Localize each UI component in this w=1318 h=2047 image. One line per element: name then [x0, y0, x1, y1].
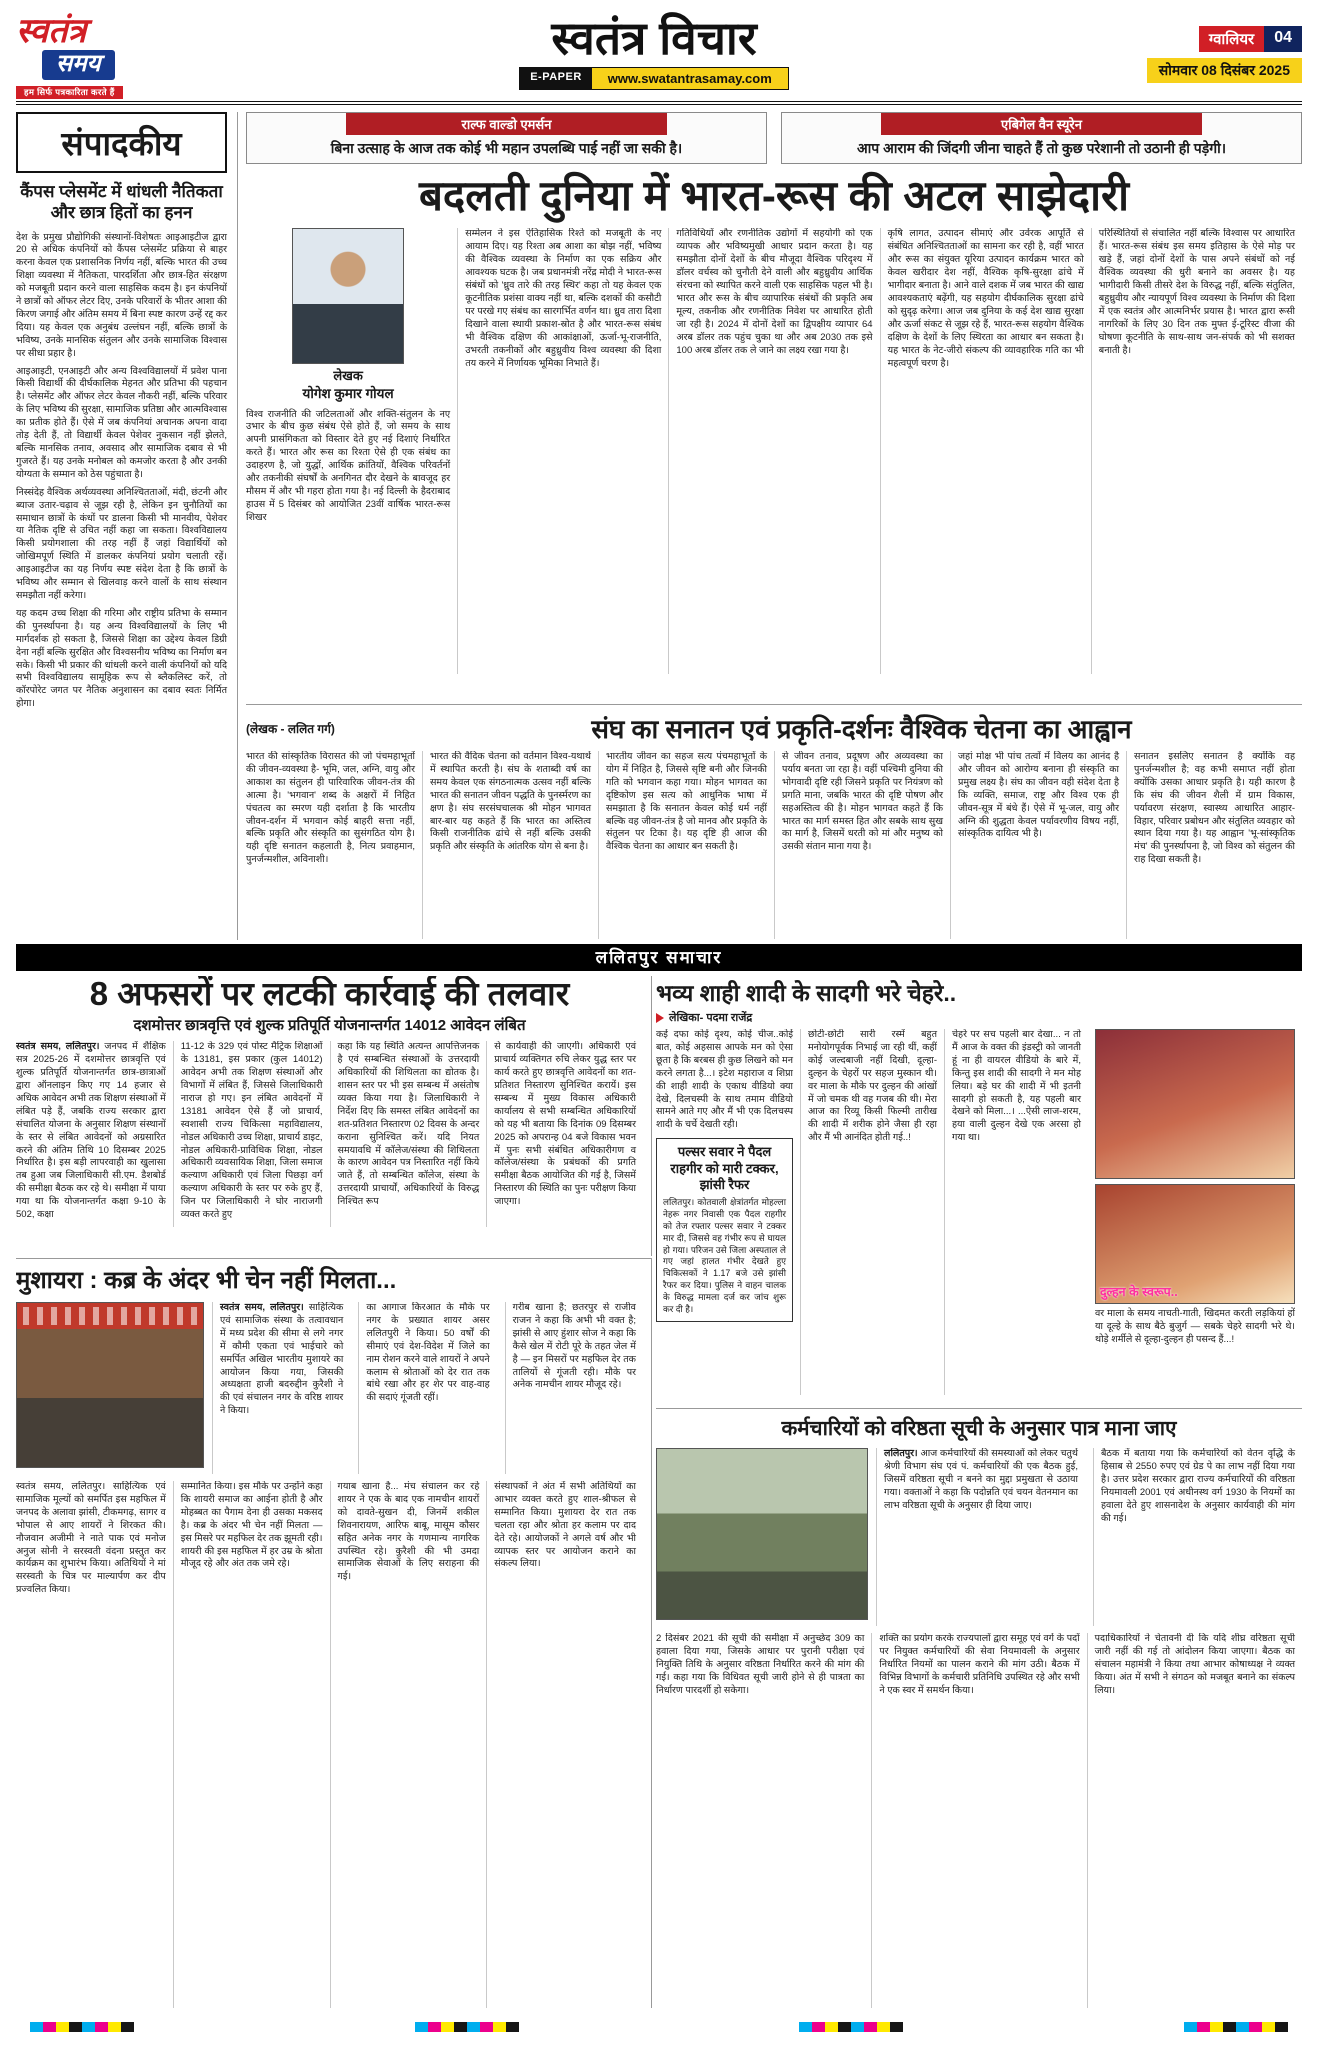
employees-text: बैठक में बताया गया कि कर्मचारियों को वेतन वृद्धि के हिसाब से 2550 रुपए एवं ग्रेड पे का लाभ नहीं दिया गया है। उत्तर प्रदेश सरकार द्वारा राज्य कर्मचारियों की वरिष्ठता नियमावली 2001 एवं अधीनस्थ वर्ग 1930 के नियमों का हवाला देते हुए शासनादेश के अनुसार कार्यवाही की मांग की गई। [1101, 1448, 1295, 1524]
lead-article-column [668, 228, 879, 674]
sangh-article-header [246, 710, 1302, 746]
lead-article-text: परिस्थितियों से संचालित नहीं बल्कि विश्वास पर आधारित हैं। भारत-रूस संबंध इस समय इतिहास के ऐसे मोड़ पर खड़े हैं, जहां दोनों देशों के पास अपने संबंधों को नई वैश्विक व्यवस्था की धुरी बनाने का अवसर है। यह भागीदारी किसी तीसरे देश के विरुद्ध नहीं, बल्कि संतुलित, बहुध्रुवीय और न्यायपूर्ण विश्व व्यवस्था के निर्माण की दिशा में एक स्वतंत्र और आत्मनिर्भर प्रयास है। भारत द्वारा रूसी नागरिकों के लिए 30 दिन तक मुफ्त ई-टूरिस्ट वीजा की घोषणा कूटनीति के साथ-साथ जन-संपर्क को भी सशक्त बनाती है। [1098, 228, 1295, 356]
lead-article-text: सम्मेलन ने इस ऐतिहासिक रिश्ते को मजबूती के नए आयाम दिए। यह रिश्ता अब आशा का बोझ नहीं, भविष्य की वैश्विक व्यवस्था के निर्माण का एक सक्रिय और आवश्यक घटक है। जब प्रधानमंत्री नरेंद्र मोदी ने भारत-रूस संबंधों को 'ध्रुव तारे की तरह स्थिर' कहा तो यह केवल एक कूटनीतिक प्रशंसा वाक्य नहीं था, बल्कि दशकों की कसौटी पर परखे गए संबंध का सारगर्भित वर्णन था। ध्रुव तारा दिशा दिखाने वाला स्थायी प्रकाश-स्रोत है और भारत-रूस संबंध भी वैश्विक दक्षिण की आकांक्षाओं, ऊर्जा-भू-राजनीति, उभरती तकनीकों और बहुध्रुवीय विश्व व्यवस्था की दिशा तय करने में निर्णायक भूमिका निभाते हैं। [465, 228, 662, 369]
wedding-text: छोटी-छोटी सारी रस्में बहुत मनोयोगपूर्वक निभाई जा रही थीं, कहीं कोई जल्दबाजी नहीं दिखी, दूल्हा-दुल्हन के चेहरों पर सहज मुस्कान थी। वर माला के मौके पर दुल्हन की आंखों में जो चमक थी वह गजब की थी। मेरा आज का रिव्यू किसी फिल्मी तारीख की शादी में शरीक होने जैसा ही रहा और मैं भी आनंदित होती गई..! [808, 1029, 937, 1144]
accident-body: ललितपुर। कोतवाली क्षेत्रांतर्गत मोहल्ला नेहरू नगर निवासी एक पैदल राहगीर को तेज रफ्तार पल्सर सवार ने टक्कर मार दी, जिससे वह गंभीर रूप से घायल हो गया। परिजन उसे जिला अस्पताल ले गए जहां हालत गंभीर देखते हुए चिकित्सकों ने 1.17 बजे उसे झांसी रैफर कर दिया। पुलिस ने वाहन चालक के विरुद्ध मामला दर्ज कर जांच शुरू कर दी है। [663, 1197, 786, 1314]
officers-column [173, 1041, 330, 1227]
officers-column [16, 1041, 173, 1227]
editorial-paragraph: निस्संदेह वैश्विक अर्थव्यवस्था अनिश्चितताओं, मंदी, छंटनी और ब्याज उतार-चढ़ाव से जूझ रही है, लेकिन इन चुनौतियों का समाधान छात्रों के कंधों पर डालना किसी भी मानवीय, पेशेवर या नैतिक दृष्टि से उचित नहीं कहा जा सकता। विश्वविद्यालय किसी प्रयोगशाला की तरह नहीं हैं जहां विद्यार्थियों को जोखिमपूर्ण स्थिति में डालकर कंपनियां प्रयोग चलाती रहें। आइआइटीज का यह निर्णय स्पष्ट संदेश देता है कि छात्रों के भविष्य और सम्मान से खिलवाड़ करने वालों के साथ संस्थान समझौता नहीं करेगा। [16, 486, 227, 601]
wedding-column [800, 1029, 944, 1395]
officers-body [16, 1041, 643, 1227]
officers-text: से कार्यवाही की जाएगी। अधिकारी एवं प्राचार्य व्यक्तिगत रुचि लेकर युद्ध स्तर पर कार्य करते हुए छात्रवृत्ति आवेदनों का शत-प्रतिशत निस्तारण सुनिश्चित करायें। इस सम्बन्ध में मुख्य विकास अधिकारी कार्यालय से सभी सम्बन्धित अधिकारियों को यह भी बताया कि दिनांक 09 दिसम्बर 2025 को अपरान्ह 04 बजे विकास भवन में पुनः सभी संबंधित अधिकारीगण व कॉलेज/संस्था के प्रबंधकों की प्रगति समीक्षा बैठक आयोजित की गई है, जिसमें निस्तारण की स्थिति का पुनः परीक्षण किया जाएगा। [494, 1041, 636, 1208]
quote-box-left [246, 112, 767, 164]
epaper-bar [519, 67, 789, 90]
mushaira-headline: मुशायरा : कब्र के अंदर भी चेन नहीं मिलता... [16, 1267, 397, 1294]
byline-arrow-icon [656, 1013, 664, 1023]
mushaira-text: सम्मानित किया। इस मौके पर उन्होंने कहा कि शायरी समाज का आईना होती है और मोहब्बत का पैगाम देना ही उसका मकसद है। कब्र के अंदर भी चेन नहीं मिलता — इस मिसरे पर महफिल देर तक झूमती रही। शायरी की इस महफिल में हर उम्र के श्रोता मौजूद रहे और अंत तक जमे रहे। [180, 1481, 323, 1570]
employees-column [1093, 1448, 1302, 1626]
masthead [16, 10, 1302, 98]
author-label: लेखक [333, 368, 363, 384]
officers-text: 11-12 के 329 एवं पोस्ट मैट्रिक शिक्षाओं के 13181, इस प्रकार (कुल 14012) आवेदन अभी तक शिक्षण संस्थाओं और विभागों में लंबित हैं, जिससे जिलाधिकारी नाराज हो गए। इन लंबित आवेदनों में 13181 आवेदन ऐसे हैं जो प्राचार्य, स्वशासी राज्य चिकित्सा महाविद्यालय, नोडल अधिकारी उच्च शिक्षा, प्राचार्य डाइट, नोडल अधिकारी-प्राविधिक शिक्षा, नोडल अधिकारी व्यवसायिक शिक्षा, जिला समाज कल्याण अधिकारी एवं जिला पिछड़ा वर्ग कल्याण अधिकारी के स्तर पर रुके हुए हैं, जिन पर जिलाधिकारी ने घोर नाराजगी व्यक्त करते हुए [180, 1041, 323, 1221]
quote-box-right [781, 112, 1302, 164]
quote-text: आप आराम की जिंदगी जीना चाहते हैं तो कुछ परेशानी तो उठानी ही पड़ेगी। [856, 140, 1227, 156]
print-registration-marks [30, 2022, 1288, 2032]
logo-text-samay: समय [42, 50, 115, 80]
section-banner-lalitpur: ललितपुर समाचार [16, 944, 1302, 971]
employees-text: शक्ति का प्रयोग करके राज्यपालों द्वारा समूह एवं वर्ग के पदों पर नियुक्त कर्मचारियों की सेवा नियमावली के अनुसार निर्धारित नियमों का पालन कराने की मांग उठी। बैठक में विभिन्न विभागों के कर्मचारी प्रतिनिधि उपस्थित रहे और सभी ने एक स्वर में समर्थन किया। [879, 1633, 1080, 1696]
dateline: स्वतंत्र समय, ललितपुर। [16, 1041, 100, 1053]
website-url: www.swatantrasamay.com [592, 68, 788, 89]
quotes-row [246, 112, 1302, 164]
mushaira-text: का आगाज किरआत के मौके पर नगर के प्रख्यात शायर असर ललितपुरी ने किया। 50 वर्षों की सीमाएं एवं देश-विदेश में जिले का नाम रोशन करने वाले शायरों ने अपने कलाम से श्रोताओं को देर रात तक बांधे रखा और हर शेर पर वाह-वाह की सदाएं गूंजती रहीं। [366, 1302, 490, 1404]
officers-headline: 8 अफसरों पर लटकी कार्रवाई की तलवार [89, 976, 570, 1012]
sangh-headline: संघ का सनातन एवं प्रकृति-दर्शनः वैश्विक चेतना का आह्वान [591, 714, 1132, 744]
mushaira-article [16, 1258, 652, 2008]
editorial-paragraph: आइआइटी, एनआइटी और अन्य विश्वविद्यालयों में प्रवेश पाना किसी विद्यार्थी की दीर्घकालिक मेहनत और प्रतिभा की पहचान है। प्लेसमेंट और ऑफर लेटर केवल नौकरी नहीं, बल्कि परिवार के लिए भविष्य की सुरक्षा, सामाजिक प्रतिष्ठा और आत्मविश्वास का प्रतीक होते हैं। ऐसे में जब कंपनियां अचानक अपना वादा तोड़ देती हैं, तो विद्यार्थी केवल पेशेवर नुकसान नहीं झेलते, बल्कि मानसिक तनाव, अवसाद और सामाजिक दबाव से भी गुजरते हैं। यह उनके मनोबल को कमजोर करता है और उनकी योग्यता के सम्मान को ठेस पहुंचाता है। [16, 365, 227, 480]
employees-text: पदाधिकारियों ने चेतावनी दी कि यदि शीघ्र वरिष्ठता सूची जारी नहीं की गई तो आंदोलन किया जाएगा। बैठक का संचालन महामंत्री ने किया तथा आभार कोषाध्यक्ष ने व्यक्त किया। अंत में सभी ने संगठन को मजबूत बनाने का संकल्प लिया। [1094, 1633, 1295, 1696]
dateline: स्वतंत्र समय, ललितपुर। [220, 1302, 304, 1313]
registration-mark-group [415, 2022, 519, 2032]
mushaira-column [212, 1302, 350, 1474]
officers-subhead: दशमोत्तर छात्रवृत्ति एवं शुल्क प्रतिपूर्ति योजनान्तर्गत 14012 आवेदन लंबित [133, 1017, 526, 1035]
sangh-text: भारत की वैदिक चेतना को वर्तमान विश्व-यथार्थ में स्थापित करती है। संघ के शताब्दी वर्ष का समय केवल एक संगठनात्मक उत्सव नहीं बल्कि भारत की सनातन जीवन पद्धति के पुनर्स्मरण का क्षण है। संघ सरसंघचालक श्री मोहन भागवत बार-बार यह कहते हैं कि भारत का अस्तित्व किसी राजनीतिक ढांचे से नहीं बल्कि उसकी प्रकृति और संस्कृति के आंतरिक योग से बना है। [430, 751, 591, 853]
registration-mark-group [799, 2022, 903, 2032]
employees-text: आज कर्मचारियों की समस्याओं को लेकर चतुर्थ श्रेणी विभाग संघ एवं पं. कर्मचारियों की एक बैठक हुई, जिसमें वरिष्ठता सूची न बनने का मुद्दा प्रमुखता से उठाया गया। वक्ताओं ने कहा कि पदोन्नति एवं चयन वेतनमान का लाभ वरिष्ठता सूची के अनुसार ही दिया जाए। [884, 1448, 1078, 1511]
page-number: 04 [1264, 26, 1302, 52]
sangh-column [774, 751, 950, 939]
lead-headline: बदलती दुनिया में भारत-रूस की अटल साझेदारी [418, 172, 1130, 220]
sangh-byline: (लेखक - ललित गर्ग) [246, 721, 335, 736]
lead-article-column [246, 228, 457, 674]
sangh-article [246, 704, 1302, 940]
wedding-photo-caption: दुल्हन के स्वरूप.. [1100, 1285, 1178, 1299]
employees-column [1087, 1633, 1302, 2008]
edition-name: ग्वालियर [1199, 26, 1264, 52]
sangh-column [598, 751, 774, 939]
employees-column [656, 1633, 871, 2008]
mushaira-column [173, 1481, 330, 2008]
author-name: योगेश कुमार गोयल [302, 386, 394, 402]
sangh-column [246, 751, 422, 939]
mushaira-text: स्वतंत्र समय, ललितपुर। साहित्यिक एवं सामाजिक मूल्यों को समर्पित इस महफिल में जनपद के अलावा झांसी, टीकमगढ़, सागर व भोपाल से आए शायरों ने शिरकत की। नौजवान अजीमी ने नाते पाक एवं मनोज अनुज सोनी ने सरस्वती वंदना प्रस्तुत कर कार्यक्रम का शुभारंभ किया। अतिथियों ने मां सरस्वती के चित्र पर माल्यार्पण कर दीप प्रज्वलित किया। [16, 1481, 166, 1596]
accident-headline: पल्सर सवार ने पैदल राहगीर को मारी टक्कर, झांसी रैफर [670, 1144, 779, 1192]
lead-article-text: कृषि लागत, उत्पादन सीमाएं और उर्वरक आपूर्ति से संबंधित अनिश्चितताओं का सामना कर रही है, वहीं भारत और रूस का संयुक्त यूरिया उत्पादन कार्यक्रम भारत को केवल खरीदार देश नहीं, वैश्विक कृषि-सुरक्षा ढांचे में भागीदार बनाता है। आने वाले दशक में जब भारत की खाद्य आवश्यकताएं बढ़ेंगी, यह सहयोग दीर्घकालिक सुरक्षा ढांचे को सुदृढ़ करेगा। आज जब दुनिया के कई देश खाद्य सुरक्षा और ऊर्जा संकट से जूझ रहे हैं, भारत-रूस सहयोग वैश्विक दक्षिण के देशों के लिए स्थिरता का आधार बन सकता है। यह भारत के नेट-जीरो संकल्प की व्यावहारिक गति का भी महत्वपूर्ण चरण है। [887, 228, 1084, 369]
quote-author: एबिगेल वैन स्यूरेन [881, 113, 1203, 135]
employees-text: 2 दिसंबर 2021 की सूची की समीक्षा में अनुच्छेद 309 का हवाला दिया गया, जिसके आधार पर पुरानी परीक्षा एवं नियुक्ति तिथि के अनुसार वरिष्ठता निर्धारित करने की मांग की गई। कहा गया कि विधिवत सूची जारी होने से ही पात्रता का निर्धारण पारदर्शी हो सकेगा। [656, 1633, 865, 1696]
lead-article-column [457, 228, 668, 674]
employees-top-row [656, 1448, 1302, 1626]
mushaira-photo [16, 1302, 204, 1468]
wedding-text: वर माला के समय नाचती-गाती, खिदमत करती लड़कियां हों या दूल्हे के साथ बैठे बुजुर्ग — सबके चेहरे सादगी भरे थे। थोड़े शर्मीले से दूल्हा-दुल्हन ही पसन्द हैं...! [1095, 1308, 1295, 1345]
sangh-column [950, 751, 1126, 939]
employees-headline: कर्मचारियों को वरिष्ठता सूची के अनुसार पात्र माना जाए [781, 1417, 1177, 1440]
lead-article-column [1091, 228, 1302, 674]
wedding-photo-couple [1095, 1029, 1295, 1179]
logo-text-swatantra: स्वतंत्र [16, 12, 87, 50]
sangh-text: सनातन इसलिए सनातन है क्योंकि वह पुनर्जन्मशील है; वह कभी समाप्त नहीं होता क्योंकि उसका आधार प्रकृति है। यही कारण है कि संघ की जीवन शैली में ग्राम विकास, पर्यावरण संरक्षण, स्वास्थ्य आधारित आहार-विहार, परिवार प्रबोधन और संतुलित व्यवहार को स्थान दिया गया है। यह आह्वान 'भू-सांस्कृतिक मंच' की पुनर्स्थापना है, जो विश्व को संतुलन की राह दिखा सकती है। [1134, 751, 1295, 866]
wedding-headline: भव्य शाही शादी के सादगी भरे चेहरे.. [656, 980, 957, 1006]
editorial-paragraph: देश के प्रमुख प्रौद्योगिकी संस्थानों-विशेषतः आइआइटीज द्वारा 20 से अधिक कंपनियों को कैंपस प्लेसमेंट प्रक्रिया से बाहर करना केवल एक प्रशासनिक निर्णय नहीं, बल्कि भारत की उच्च शिक्षा व्यवस्था में नैतिकता, पारदर्शिता और छात्र-हित संरक्षण को मजबूती प्रदान करने वाला साहसिक कदम है। इन कंपनियों ने छात्रों को ऑफर लेटर दिए, उनके परिवारों के भीतर आशा की किरण जगाई और अंतिम समय में बिना स्पष्ट कारण उन्हें रद्द कर दिया। यह केवल एक अनुबंध उल्लंघन नहीं, बल्कि छात्रों के भविष्य, उनके मानसिक संतुलन और उनके सामाजिक विश्वास पर सीधा प्रहार है। [16, 231, 227, 359]
mushaira-column [330, 1481, 487, 2008]
employees-bottom-row [656, 1633, 1302, 2008]
lead-article [246, 112, 1302, 702]
mushaira-top-row [16, 1302, 643, 1474]
lead-article-column [880, 228, 1091, 674]
mushaira-text: गयाब खाना है... मंच संचालन कर रहे शायर ने एक के बाद एक नामचीन शायरों को दावते-सुखन दी, जिनमें शकील शिवनारायण, आरिफ बाबू, मासूम कौसर सहित अनेक नगर के गणमान्य नागरिक उपस्थित रहे। कुरैशी की भी उमदा सामाजिक सेवाओं के लिए सराहना की गई। [337, 1481, 480, 1583]
wedding-byline: लेखिका- पदमा राजेंद्र [669, 1012, 753, 1024]
mushaira-column [505, 1302, 643, 1474]
mushaira-column [486, 1481, 643, 2008]
author-photo [292, 228, 404, 364]
officers-text: जनपद में शैक्षिक सत्र 2025-26 में दशमोत्तर छात्रवृत्ति एवं शुल्क प्रतिपूर्ति योजनान्तर्गत छात्र-छात्राओं द्वारा ऑनलाइन किए गए 14 हजार से अधिक आवेदन अभी तक शिक्षण संस्थाओं में लंबित पड़े हैं, जबकि राज्य सरकार द्वारा संचालित योजना के अनुसार शिक्षण संस्थानों के स्तर से लंबित आवेदनों को अग्रसारित करने की अंतिम तिथि 10 दिसम्बर 2025 निर्धारित है। इस बड़ी लापरवाही का खुलासा तब हुआ जब जिलाधिकारी सी.एम. डैशबोर्ड की समीक्षा बैठक कर रहे थे। समीक्षा में पाया गया था कि योजनान्तर्गत कक्षा 9-10 के 502, कक्षा [16, 1041, 166, 1221]
sangh-column [1126, 751, 1302, 939]
officers-column [330, 1041, 487, 1227]
editorial-paragraph: यह कदम उच्च शिक्षा की गरिमा और राष्ट्रीय प्रतिभा के सम्मान की पुनर्स्थापना है। यह अन्य विश्वविद्यालयों के लिए भी मार्गदर्शक हो सकता है, जिससे शिक्षा का उद्देश्य केवल डिग्री देना नहीं बल्कि सुरक्षित और विश्वसनीय भविष्य का निर्माण बन सके। किसी भी प्रकार की धांधली करने वाली कंपनियों को यदि सभी विश्वविद्यालय सामूहिक रूप से ब्लैकलिस्ट करें, तो कॉरपोरेट जगत पर नैतिक अनुशासन का दबाव स्वतः निर्मित होगा। [16, 607, 227, 710]
employees-column [871, 1633, 1086, 2008]
lead-article-text: गतिविधियों और रणनीतिक उद्योगों में सहयोगी को एक व्यापक और भविष्यमुखी आधार प्रदान करता है। यह समझौता दोनों देशों के बीच मौजूदा वैश्विक परिदृश्य में डॉलर वर्चस्व को चुनौती देने वाली और बहुध्रुवीय आर्थिक संरचना को स्थापित करने वाली एक साहसिक पहल भी है। भारत और रूस के बीच व्यापारिक संबंधों की प्रकृति अब मूल्य, तकनीक और रणनीतिक निवेश पर आधारित होती जा रही है। 2024 में दोनों देशों का द्विपक्षीय व्यापार 64 अरब डॉलर तक पहुंच चुका था और अब 2030 तक इसे 100 अरब डॉलर तक ले जाने का लक्ष्य रखा गया है। [676, 228, 873, 356]
lead-article-body [246, 228, 1302, 674]
wedding-text: चेहरे पर सच पहली बार देखा... न तो मैं आज के वक्त की इंडस्ट्री को जानती हूं ना ही वायरल वीडियो के बारे में, किन्तु इस शादी की सादगी ने मन मोह लिया। बड़े घर की शादी में भी इतनी सादगी हो सकती है, यह पहली बार देखने को मिला...। ...ऐसी लाज-शरम, हया वाली दुल्हन देखे एक अरसा हो गया था। [952, 1029, 1081, 1144]
edition-block [1042, 10, 1302, 83]
officers-column [486, 1041, 643, 1227]
logo-tagline: हम सिर्फ पत्रकारिता करते हैं [16, 86, 123, 99]
wedding-photo-bride [1095, 1184, 1295, 1304]
employees-column [876, 1448, 1085, 1626]
editorial-column [16, 112, 238, 940]
officers-text: कहा कि यह स्थिति अत्यन्त आपत्तिजनक है एवं सम्बन्धित संस्थाओं के उत्तरदायी अधिकारियों की शिथिलता का द्योतक है। शासन स्तर पर भी इस सम्बन्ध में असंतोष व्यक्त किया गया है। जिलाधिकारी ने निर्देश दिए कि समस्त लंबित आवेदनों का शत-प्रतिशत निस्तारण 02 दिवस के अन्दर कराना सुनिश्चित करें। यदि नियत समयावधि में कॉलेज/संस्था की शिथिलता के कारण आवेदन पत्र निस्तारित नहीं किये जाते हैं, तो सम्बन्धित कॉलेज, संस्था के उत्तरदायी प्राचार्यों, अधिकारियों के विरुद्ध निश्चित रूप [337, 1041, 480, 1208]
wedding-column [656, 1029, 800, 1395]
masthead-rule [16, 101, 1302, 105]
sangh-article-body [246, 751, 1302, 939]
sangh-text: भारत की सांस्कृतिक विरासत की जो पंचमहाभूतों की जीवन-व्यवस्था है- भूमि, जल, अग्नि, वायु और आकाश का संतुलन ही पारिवारिक जीवन-तंत्र की आत्मा है। 'भगवान' शब्द के अक्षरों में निहित पंचतत्व का स्मरण यही दर्शाता है कि भारतीय जीवन-दर्शन में भगवान कोई बाहरी सत्ता नहीं, बल्कि प्रकृति और संस्कृति का सुसंगठित योग है। यही दृष्टि सनातन कहलाती है, नित्य प्रवाहमान, पुनर्जन्मशील, अविनाशी। [246, 751, 415, 866]
issue-date: सोमवार 08 दिसंबर 2025 [1147, 58, 1302, 83]
mushaira-bottom-row [16, 1481, 643, 2008]
stage-banner [23, 1307, 197, 1325]
wedding-body [656, 1029, 1302, 1395]
page-title: स्वतंत्र विचार [551, 12, 757, 64]
registration-mark-group [1184, 2022, 1288, 2032]
mushaira-column [16, 1481, 173, 2008]
wedding-column [944, 1029, 1088, 1395]
dateline: ललितपुर। [884, 1448, 918, 1459]
sangh-column [422, 751, 598, 939]
sangh-text: जहां मोक्ष भी पांच तत्वों में विलय का आनंद है और जीवन को आरोग्य बनाना ही संस्कृति का प्रमुख लक्ष्य है। संघ का जीवन वही संदेश देता है कि व्यक्ति, समाज, राष्ट्र और विश्व एक ही जीवन-सूत्र में बंधे हैं। ऐसे में भू-जल, वायु और अग्नि की शुद्धता केवल पर्यावरणीय विषय नहीं, सांस्कृतिक दायित्व भी है। [958, 751, 1119, 840]
wedding-text: कई दफा कोई दृश्य, कोई चीज..कोई बात, कोई अहसास आपके मन को ऐसा छूता है कि बरबस ही कुछ लिखने को मन करने लगता है...। इटेश महाराज व शिप्रा की शाही शादी के एकाध वीडियो क्या देखे, दिलचस्पी के साथ तमाम वीडियो सामने आते गए और मैं भी एक दिलचस्प शादी के चर्चे देखती रही। [656, 1029, 793, 1131]
wedding-article [656, 976, 1302, 1404]
wedding-byline-row [656, 1010, 1302, 1025]
quote-text: बिना उत्साह के आज तक कोई भी महान उपलब्धि पाई नहीं जा सकी है। [330, 140, 683, 156]
wedding-photo-column [1088, 1029, 1302, 1395]
editorial-section-title: संपादकीय [16, 112, 227, 173]
employees-article [656, 1408, 1302, 2008]
quote-author: राल्फ वाल्डो एमर्सन [346, 113, 668, 135]
newspaper-logo [16, 10, 266, 100]
sangh-text: से जीवन तनाव, प्रदूषण और अव्यवस्था का पर्याय बनता जा रहा है। वहीं पश्चिमी दुनिया की भोगवादी दृष्टि रही जिसने प्रकृति पर नियंत्रण को प्रगति माना, जबकि भारत की दृष्टि पोषण और सहअस्तित्व की है। मोहन भागवत कहते हैं कि भारत का मार्ग समस्त हित और सबके साथ सुख का मार्ग है, जिसमें धरती को मां और मनुष्य को उसकी संतान माना गया है। [782, 751, 943, 853]
accident-news-box [656, 1138, 793, 1322]
mushaira-text: गरीब खाना है; छतरपुर से राजीव राजन ने कहा कि अभी भी वक्त है; झांसी से आए हुंशार सोज ने कहा कि कैसे खेल में रोटी पूरे के तहत जेल में है — इन मिसरों पर महफिल देर तक तालियों से गूंजती रही। मौके पर अनेक नामचीन शायर मौजूद रहे। [512, 1302, 636, 1391]
mushaira-text: साहित्यिक एवं सामाजिक संस्था के तत्वावधान में मध्य प्रदेश की सीमा से लगे नगर में कौमी एकता एवं भाईचारे को समर्पित अखिल भारतीय मुशायरे का आयोजन किया गया, जिसकी अध्यक्षता हाजी बदरुद्दीन कुरैशी ने की एवं संचालन नगर के वरिष्ठ शायर ने किया। [220, 1302, 344, 1417]
mushaira-text: संस्थापकों ने अंत में सभी अतिथियों का आभार व्यक्त करते हुए शाल-श्रीफल से सम्मानित किया। मुशायरा देर रात तक चलता रहा और श्रोता हर कलाम पर दाद देते रहे। आयोजकों ने अगले वर्ष और भी व्यापक स्तर पर आयोजन कराने का संकल्प लिया। [494, 1481, 636, 1570]
officers-article [16, 976, 652, 1256]
editorial-headline: कैंपस प्लेसमेंट में धांधली नैतिकता और छात्र हितों का हनन [20, 182, 223, 223]
sangh-text: भारतीय जीवन का सहज सत्य पंचमहाभूतों के योग में निहित है, जिससे सृष्टि बनी और जिनकी गति को भगवान कहा गया। मोहन भागवत का दृष्टिकोण इस सत्य को आधुनिक भाषा में समझाता है कि सनातन केवल कोई धर्म नहीं बल्कि वह जीवन-तंत्र है जो मानव और प्रकृति के संतुलन पर टिका है। यह दृष्टि ही आज की वैश्विक चेतना का आधार बन सकती है। [606, 751, 767, 853]
epaper-badge: E-PAPER [520, 68, 592, 89]
employees-group-photo [656, 1448, 868, 1620]
lead-article-text: विश्व राजनीति की जटिलताओं और शक्ति-संतुलन के नए उभार के बीच कुछ संबंध ऐसे होते हैं, जो समय के साथ अपनी प्रासंगिकता को विस्तार देते हुए नई दिशाएं निर्धारित करते हैं। भारत और रूस का रिश्ता ऐसे ही एक संबंध का उदाहरण है, जो युद्धों, आर्थिक क्रांतियों, वैश्विक परिवर्तनों और तकनीकी संघर्षों के अनगिनत दौर देखने के बावजूद हर मौसम में और भी गहरा होता गया है। नई दिल्ली के हैदराबाद हाउस में 5 दिसंबर को आयोजित 23वीं वार्षिक भारत-रूस शिखर [246, 408, 451, 523]
masthead-center [266, 10, 1042, 90]
editorial-body [16, 232, 227, 712]
registration-mark-group [30, 2022, 134, 2032]
mushaira-column [358, 1302, 496, 1474]
